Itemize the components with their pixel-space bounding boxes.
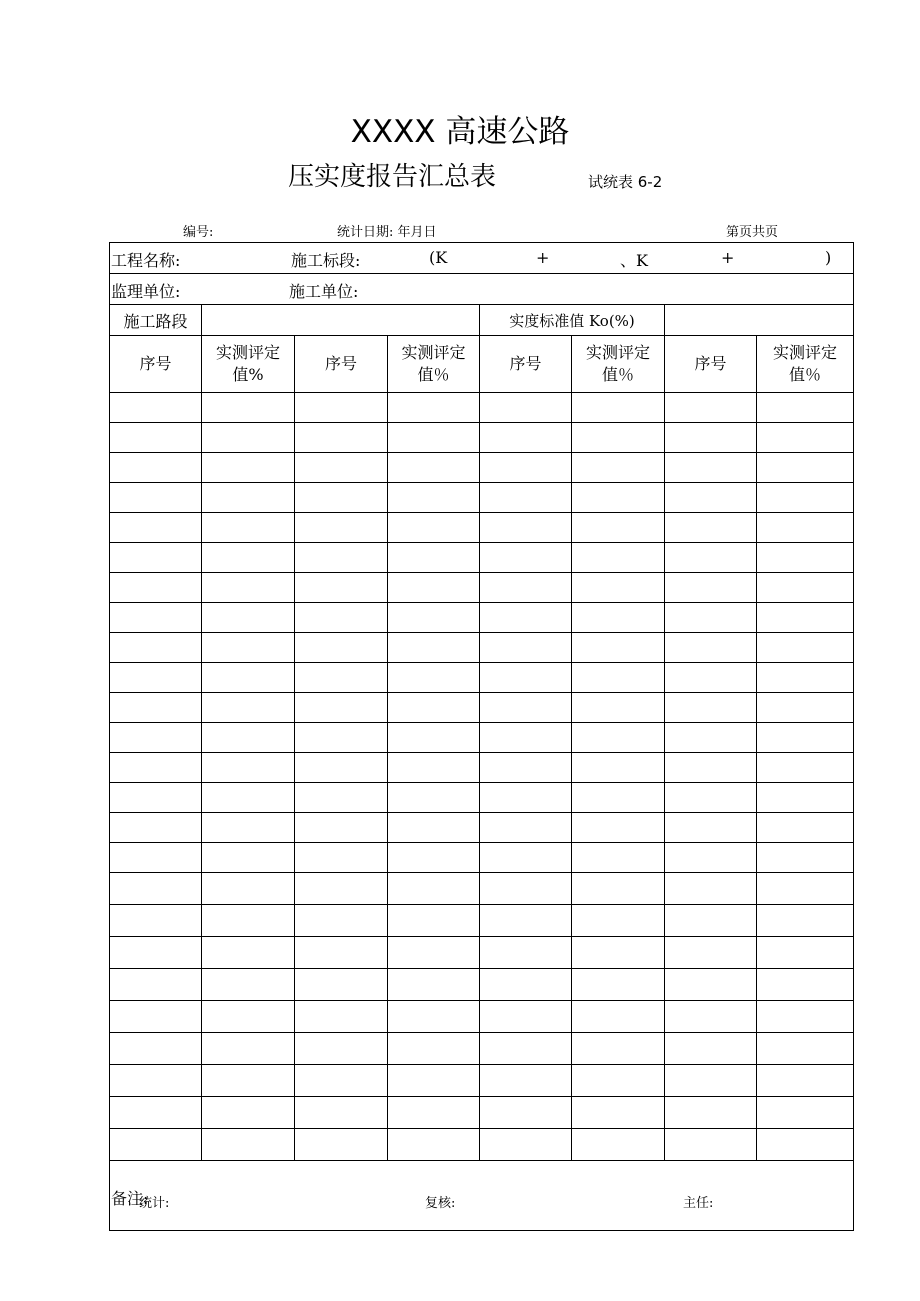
table-cell[interactable] — [388, 693, 480, 723]
table-cell[interactable] — [572, 513, 665, 543]
table-cell[interactable] — [665, 543, 757, 573]
table-cell[interactable] — [480, 873, 572, 905]
table-cell[interactable] — [665, 393, 757, 423]
table-cell[interactable] — [665, 813, 757, 843]
table-cell[interactable] — [295, 483, 388, 513]
table-cell[interactable] — [202, 969, 295, 1001]
table-cell[interactable] — [388, 603, 480, 633]
table-cell[interactable] — [665, 633, 757, 663]
table-cell[interactable] — [665, 693, 757, 723]
table-cell[interactable] — [388, 813, 480, 843]
footer-director: 主任: — [683, 1196, 714, 1211]
table-cell[interactable] — [757, 1033, 854, 1065]
table-row — [110, 393, 854, 423]
table-cell[interactable] — [295, 453, 388, 483]
table-cell[interactable] — [202, 1033, 295, 1065]
table-cell[interactable] — [202, 693, 295, 723]
table-cell[interactable] — [480, 753, 572, 783]
table-cell[interactable] — [202, 603, 295, 633]
table-row — [110, 693, 854, 723]
table-cell[interactable] — [757, 1129, 854, 1161]
table-cell[interactable] — [295, 393, 388, 423]
table-cell[interactable] — [480, 423, 572, 453]
table-cell[interactable] — [202, 423, 295, 453]
table-cell[interactable] — [572, 1129, 665, 1161]
table-cell[interactable] — [295, 873, 388, 905]
table-cell[interactable] — [572, 937, 665, 969]
table-cell[interactable] — [757, 453, 854, 483]
table-cell[interactable] — [572, 969, 665, 1001]
table-cell[interactable] — [480, 393, 572, 423]
table-row — [110, 813, 854, 843]
table-cell[interactable] — [202, 783, 295, 813]
table-cell[interactable] — [110, 905, 202, 937]
table-cell[interactable] — [295, 723, 388, 753]
table-cell[interactable] — [295, 753, 388, 783]
table-cell[interactable] — [480, 843, 572, 873]
table-cell[interactable] — [665, 905, 757, 937]
supervisor-label: 监理单位: — [111, 282, 181, 301]
project-name-label: 工程名称: — [111, 251, 181, 270]
chainage-plus-2: + — [721, 248, 735, 267]
table-cell[interactable] — [480, 693, 572, 723]
table-cell[interactable] — [388, 1097, 480, 1129]
table-cell[interactable] — [295, 1001, 388, 1033]
table-cell[interactable] — [388, 1065, 480, 1097]
table-row — [110, 1129, 854, 1161]
table-cell[interactable] — [572, 1097, 665, 1129]
table-cell[interactable] — [202, 393, 295, 423]
table-cell[interactable] — [295, 937, 388, 969]
table-cell[interactable] — [480, 483, 572, 513]
table-cell[interactable] — [295, 969, 388, 1001]
table-row — [110, 723, 854, 753]
table-cell[interactable] — [665, 663, 757, 693]
table-cell[interactable] — [202, 873, 295, 905]
table-cell[interactable] — [110, 453, 202, 483]
remarks-row — [110, 1161, 854, 1231]
table-cell[interactable] — [665, 453, 757, 483]
col-seq-2: 序号 — [295, 336, 388, 393]
table-cell[interactable] — [757, 905, 854, 937]
table-cell[interactable] — [757, 633, 854, 663]
footer-stat: 统计: — [139, 1196, 170, 1211]
table-cell[interactable] — [572, 393, 665, 423]
data-rows — [110, 393, 854, 1161]
table-row — [110, 937, 854, 969]
table-cell[interactable] — [295, 843, 388, 873]
table-cell[interactable] — [665, 969, 757, 1001]
table-cell[interactable] — [572, 905, 665, 937]
table-cell[interactable] — [757, 723, 854, 753]
table-cell[interactable] — [202, 1065, 295, 1097]
table-cell[interactable] — [295, 783, 388, 813]
table-cell[interactable] — [572, 813, 665, 843]
table-cell[interactable] — [110, 633, 202, 663]
table-cell[interactable] — [295, 813, 388, 843]
table-cell[interactable] — [480, 543, 572, 573]
stat-date-label: 统计日期: 年月日 — [337, 225, 437, 240]
table-row — [110, 753, 854, 783]
number-label: 编号: — [183, 225, 214, 240]
road-section-value — [202, 305, 480, 336]
chainage-plus-1: + — [536, 248, 550, 267]
table-cell[interactable] — [480, 1033, 572, 1065]
col-seq-3: 序号 — [480, 336, 572, 393]
table-cell[interactable] — [295, 423, 388, 453]
table-cell[interactable] — [110, 873, 202, 905]
col-value-4: 实测评定 值％ — [757, 336, 854, 393]
table-cell[interactable] — [665, 573, 757, 603]
table-cell[interactable] — [480, 573, 572, 603]
road-section-row — [110, 305, 854, 336]
chainage-open: (K — [429, 248, 448, 267]
table-row — [110, 843, 854, 873]
contractor-label: 施工单位: — [289, 282, 359, 301]
table-cell[interactable] — [388, 723, 480, 753]
table-cell[interactable] — [110, 937, 202, 969]
table-cell[interactable] — [110, 969, 202, 1001]
table-cell[interactable] — [110, 1129, 202, 1161]
table-row — [110, 1097, 854, 1129]
table-row — [110, 969, 854, 1001]
table-cell[interactable] — [572, 453, 665, 483]
table-cell[interactable] — [480, 603, 572, 633]
table-cell[interactable] — [295, 693, 388, 723]
table-cell[interactable] — [665, 1065, 757, 1097]
table-cell[interactable] — [202, 843, 295, 873]
table-cell[interactable] — [665, 937, 757, 969]
table-cell[interactable] — [480, 1129, 572, 1161]
table-row — [110, 873, 854, 905]
form-number: 试统表 6-2 — [588, 173, 663, 191]
table-cell[interactable] — [480, 813, 572, 843]
table-cell[interactable] — [202, 937, 295, 969]
table-cell[interactable] — [757, 513, 854, 543]
table-cell[interactable] — [202, 753, 295, 783]
table-cell[interactable] — [757, 1065, 854, 1097]
table-cell[interactable] — [757, 1097, 854, 1129]
table-cell[interactable] — [202, 1001, 295, 1033]
table-cell[interactable] — [757, 753, 854, 783]
table-row — [110, 543, 854, 573]
table-cell[interactable] — [572, 663, 665, 693]
table-cell[interactable] — [295, 905, 388, 937]
table-cell[interactable] — [110, 783, 202, 813]
table-cell[interactable] — [572, 873, 665, 905]
table-cell[interactable] — [388, 873, 480, 905]
table-cell[interactable] — [110, 693, 202, 723]
table-cell[interactable] — [295, 633, 388, 663]
table-cell[interactable] — [388, 573, 480, 603]
table-cell[interactable] — [572, 543, 665, 573]
table-cell[interactable] — [665, 783, 757, 813]
table-cell[interactable] — [665, 753, 757, 783]
table-cell[interactable] — [110, 843, 202, 873]
table-cell[interactable] — [388, 1001, 480, 1033]
table-cell[interactable] — [480, 663, 572, 693]
table-cell[interactable] — [757, 423, 854, 453]
table-cell[interactable] — [295, 573, 388, 603]
table-cell[interactable] — [572, 783, 665, 813]
table-cell[interactable] — [757, 543, 854, 573]
table-row — [110, 573, 854, 603]
table-cell[interactable] — [665, 1001, 757, 1033]
table-cell[interactable] — [295, 663, 388, 693]
table-cell[interactable] — [388, 423, 480, 453]
table-row — [110, 633, 854, 663]
table-cell[interactable] — [202, 483, 295, 513]
page-label: 第页共页 — [726, 225, 779, 240]
table-cell[interactable] — [295, 1065, 388, 1097]
document-subtitle: 压实度报告汇总表 — [288, 162, 497, 192]
table-cell[interactable] — [480, 905, 572, 937]
table-cell[interactable] — [572, 753, 665, 783]
table-cell[interactable] — [110, 1097, 202, 1129]
chainage-close: ) — [825, 248, 832, 267]
table-cell[interactable] — [202, 1129, 295, 1161]
remarks-label: 备注: — [110, 1161, 854, 1231]
table-cell[interactable] — [110, 723, 202, 753]
table-cell[interactable] — [110, 1001, 202, 1033]
table-cell[interactable] — [480, 937, 572, 969]
table-cell[interactable] — [295, 1097, 388, 1129]
table-cell[interactable] — [572, 483, 665, 513]
table-row — [110, 783, 854, 813]
table-cell[interactable] — [295, 513, 388, 543]
table-cell[interactable] — [480, 1001, 572, 1033]
table-cell[interactable] — [480, 783, 572, 813]
table-cell[interactable] — [295, 1033, 388, 1065]
table-cell[interactable] — [480, 633, 572, 663]
table-cell[interactable] — [202, 633, 295, 663]
table-cell[interactable] — [480, 1097, 572, 1129]
table-cell[interactable] — [202, 905, 295, 937]
table-cell[interactable] — [110, 813, 202, 843]
col-seq-4: 序号 — [665, 336, 757, 393]
table-row — [110, 1065, 854, 1097]
table-cell[interactable] — [388, 453, 480, 483]
table-cell[interactable] — [388, 753, 480, 783]
table-cell[interactable] — [388, 393, 480, 423]
table-cell[interactable] — [110, 753, 202, 783]
table-cell[interactable] — [388, 905, 480, 937]
section-label: 施工标段: — [291, 251, 361, 270]
table-cell[interactable] — [388, 1033, 480, 1065]
table-cell[interactable] — [665, 603, 757, 633]
table-cell[interactable] — [757, 393, 854, 423]
table-cell[interactable] — [572, 603, 665, 633]
table-cell[interactable] — [388, 783, 480, 813]
table-cell[interactable] — [572, 423, 665, 453]
table-cell[interactable] — [202, 513, 295, 543]
table-row — [110, 663, 854, 693]
table-cell[interactable] — [202, 573, 295, 603]
table-cell[interactable] — [572, 633, 665, 663]
summary-table — [109, 242, 854, 1231]
table-cell[interactable] — [757, 969, 854, 1001]
table-cell[interactable] — [388, 937, 480, 969]
table-cell[interactable] — [572, 573, 665, 603]
table-cell[interactable] — [480, 1065, 572, 1097]
table-cell[interactable] — [572, 1065, 665, 1097]
table-row — [110, 513, 854, 543]
table-cell[interactable] — [202, 1097, 295, 1129]
table-cell[interactable] — [202, 663, 295, 693]
footer-review: 复核: — [425, 1196, 456, 1211]
table-cell[interactable] — [757, 603, 854, 633]
table-cell[interactable] — [202, 813, 295, 843]
table-cell[interactable] — [665, 843, 757, 873]
table-cell[interactable] — [665, 723, 757, 753]
table-cell[interactable] — [110, 543, 202, 573]
table-row — [110, 905, 854, 937]
table-cell[interactable] — [757, 693, 854, 723]
table-cell[interactable] — [665, 423, 757, 453]
document-title: XXXX 高速公路 — [350, 114, 570, 150]
table-cell[interactable] — [202, 543, 295, 573]
table-cell[interactable] — [480, 453, 572, 483]
table-cell[interactable] — [757, 937, 854, 969]
table-cell[interactable] — [110, 663, 202, 693]
table-cell[interactable] — [388, 843, 480, 873]
table-cell[interactable] — [480, 513, 572, 543]
standard-value — [665, 305, 854, 336]
table-cell[interactable] — [295, 603, 388, 633]
table-cell[interactable] — [757, 843, 854, 873]
table-cell[interactable] — [480, 723, 572, 753]
table-cell[interactable] — [295, 1129, 388, 1161]
table-cell[interactable] — [665, 873, 757, 905]
table-cell[interactable] — [202, 453, 295, 483]
col-value-2: 实测评定 值％ — [388, 336, 480, 393]
table-cell[interactable] — [665, 1097, 757, 1129]
table-cell[interactable] — [110, 1033, 202, 1065]
col-value-1: 实测评定 值% — [202, 336, 295, 393]
table-row — [110, 423, 854, 453]
table-cell[interactable] — [757, 663, 854, 693]
table-row — [110, 483, 854, 513]
table-cell[interactable] — [295, 543, 388, 573]
col-value-3: 实测评定 值％ — [572, 336, 665, 393]
table-cell[interactable] — [572, 843, 665, 873]
table-cell[interactable] — [110, 573, 202, 603]
table-row — [110, 1033, 854, 1065]
units-row — [110, 274, 854, 305]
table-cell[interactable] — [388, 513, 480, 543]
table-cell[interactable] — [110, 513, 202, 543]
table-cell[interactable] — [757, 873, 854, 905]
table-row — [110, 603, 854, 633]
table-cell[interactable] — [388, 969, 480, 1001]
table-cell[interactable] — [757, 813, 854, 843]
table-cell[interactable] — [572, 1001, 665, 1033]
project-info-row — [110, 243, 854, 274]
table-cell[interactable] — [757, 483, 854, 513]
chainage-sep: 、K — [620, 251, 648, 270]
table-cell[interactable] — [110, 1065, 202, 1097]
table-cell[interactable] — [110, 393, 202, 423]
table-cell[interactable] — [665, 483, 757, 513]
table-cell[interactable] — [110, 423, 202, 453]
table-cell[interactable] — [757, 573, 854, 603]
table-cell[interactable] — [110, 603, 202, 633]
table-cell[interactable] — [388, 543, 480, 573]
road-section-label: 施工路段 — [110, 305, 202, 336]
table-cell[interactable] — [665, 513, 757, 543]
table-cell[interactable] — [388, 1129, 480, 1161]
table-cell[interactable] — [388, 633, 480, 663]
column-header-row — [110, 336, 854, 393]
standard-value-label: 实度标准值 Ko(%) — [480, 305, 665, 336]
table-cell[interactable] — [757, 1001, 854, 1033]
table-cell[interactable] — [480, 969, 572, 1001]
table-cell[interactable] — [665, 1129, 757, 1161]
table-cell[interactable] — [572, 723, 665, 753]
table-cell[interactable] — [572, 693, 665, 723]
table-cell[interactable] — [388, 483, 480, 513]
table-cell[interactable] — [572, 1033, 665, 1065]
table-row — [110, 453, 854, 483]
table-cell[interactable] — [757, 783, 854, 813]
table-cell[interactable] — [110, 483, 202, 513]
table-cell[interactable] — [202, 723, 295, 753]
table-row — [110, 1001, 854, 1033]
col-seq-1: 序号 — [110, 336, 202, 393]
table-cell[interactable] — [665, 1033, 757, 1065]
table-cell[interactable] — [388, 663, 480, 693]
